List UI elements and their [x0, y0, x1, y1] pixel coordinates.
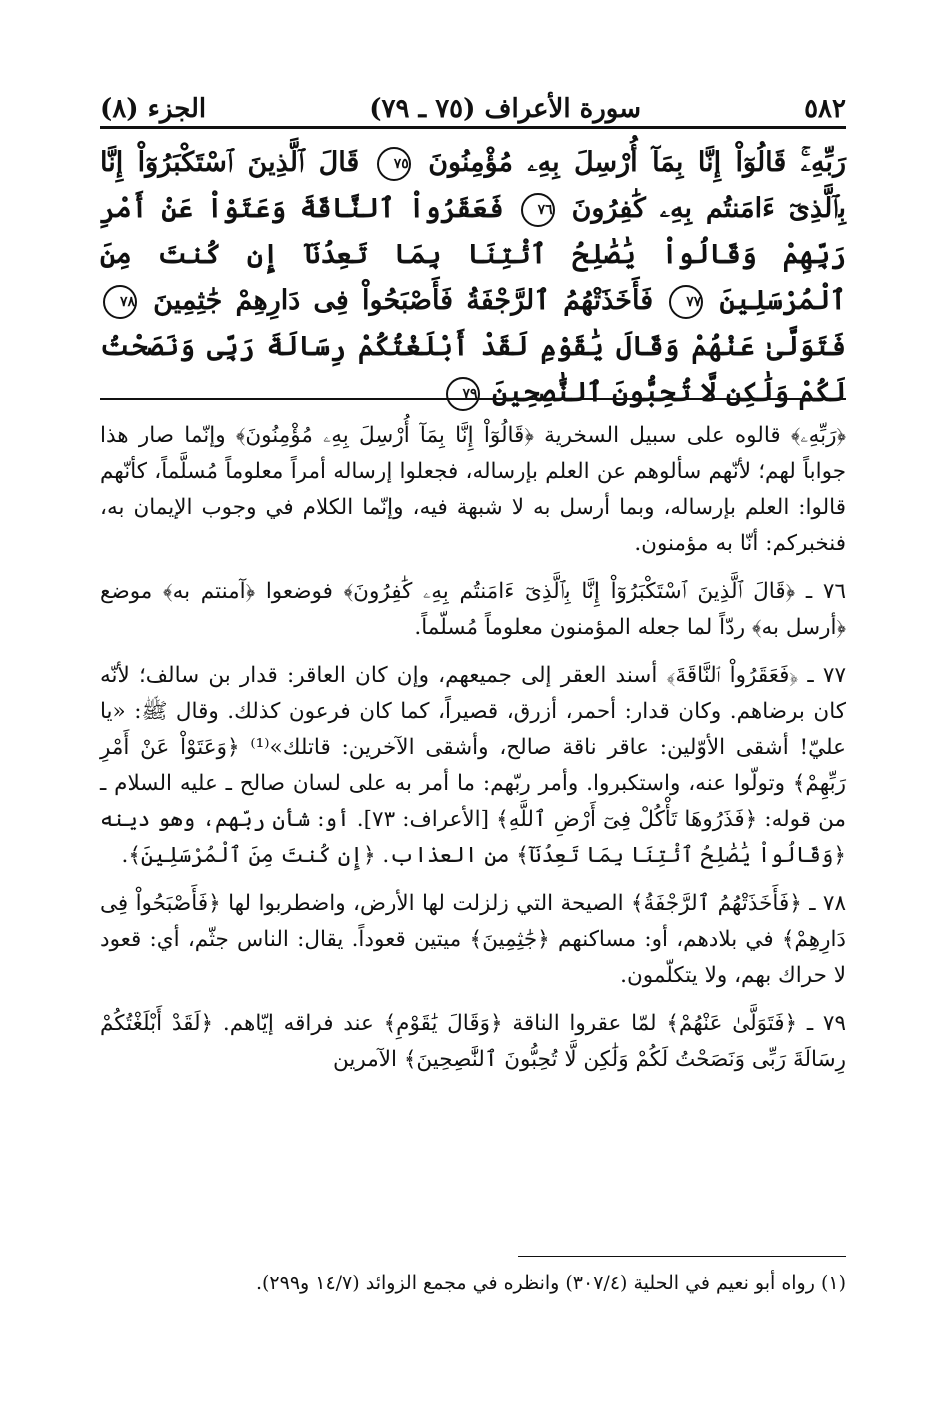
verse-number-79: ٧٩ — [446, 377, 480, 411]
footnote-rule — [518, 1256, 846, 1257]
commentary-paragraph: ﴿رَبِّهِۦ﴾ قالوه على سبيل السخرية ﴿قَالُوٓاْ إِنَّا بِمَآ أُرْسِلَ بِهِۦ مُؤْمِنُونَ﴾ وإنّما صار هذا جواباً لهم؛ لأنّهم سألوهم عن العلم بإرساله، فجعلوا إرساله أمراً معلوماً مُسلَّماً، كأنّهم قالوا: العلم بإرساله، وبما أرسل به لا شبهة فيه، وإنّما الكلام في وجوب الإيمان به، فنخبركم: أنّا به مؤمنون. — [100, 423, 846, 556]
commentary-paragraph: ٧٦ ـ ﴿قَالَ ٱلَّذِينَ ٱسْتَكْبَرُوٓاْ إِنَّا بِٱلَّذِىٓ ءَامَنتُم بِهِۦ كَٰفِرُونَ﴾ فوضعوا ﴿آمنتم به﴾ موضع ﴿أرسل به﴾ ردّاً لما جعله المؤمنون معلوماً مُسلّماً. — [100, 579, 846, 640]
quran-verses — [100, 140, 846, 416]
verse-number-76: ٧٦ — [521, 193, 555, 227]
commentary-paragraph: ٧٨ ـ ﴿فَأَخَذَتْهُمُ ٱلرَّجْفَةُ﴾ الصيحة التي زلزلت لها الأرض، واضطربوا لها ﴿فَأَصْبَحُواْ فِى دَارِهِمْ﴾ في بلادهم، أو: مساكنهم ﴿جَٰثِمِينَ﴾ ميتين قعوداً. يقال: الناس جثّم، أي: قعود لا حراك بهم، ولا يتكلّمون. — [100, 891, 846, 988]
commentary-paragraph: ٧٩ ـ ﴿فَتَوَلَّىٰ عَنْهُمْ﴾ لمّا عقروا الناقة ﴿وَقَالَ يَٰقَوْمِ﴾ عند فراقه إيّاهم. ﴿لَقَدْ أَبْلَغْتُكُمْ رِسَالَةَ رَبِّى وَنَصَحْتُ لَكُمْ وَلَٰكِن لَّا تُحِبُّونَ ٱلنَّٰصِحِينَ﴾ الآمرين — [100, 1011, 846, 1072]
verse-text: فَعَقَرُواْ ٱلنَّاقَةَ وَعَتَوْاْ عَنْ أَمْرِ رَبِّهِمْ وَقَالُواْ يَٰصَٰلِحُ ٱئْتِنَا بِمَا تَعِدُنَآ إِن كُنتَ مِنَ ٱلْمُرْسَلِينَ — [100, 193, 847, 316]
verse-text: رَبِّهِۦۚ قَالُوٓاْ إِنَّا بِمَآ أُرْسِلَ بِهِۦ مُؤْمِنُونَ — [428, 147, 847, 178]
surah-title: سورة الأعراف (٧٥ ـ ٧٩) — [369, 94, 642, 124]
verse-text: قَالَ ٱلَّذِينَ ٱسْتَكْبَرُوٓاْ إِنَّا بِٱلَّذِىٓ ءَامَنتُم بِهِۦ كَٰفِرُونَ — [100, 147, 846, 224]
verse-number-75: ٧٥ — [377, 147, 411, 181]
footnote: (١) رواه أبو نعيم في الحلية (٣٠٧/٤) وانظره في مجمع الزوائد (١٤/٧ و٢٩٩). — [255, 1272, 846, 1294]
page-number: ٥٨٢ — [804, 94, 846, 124]
header-rule — [100, 126, 846, 129]
verses-divider — [100, 398, 846, 400]
verse-number-77: ٧٧ — [669, 285, 703, 319]
tafsir-commentary — [100, 418, 846, 1078]
verse-text: فَتَوَلَّىٰ عَنْهُمْ وَقَالَ يَٰقَوْمِ لَقَدْ أَبْلَغْتُكُمْ رِسَالَةَ رَبِّى وَنَصَحْتُ لَكُمْ وَلَٰكِن لَّا تُحِبُّونَ ٱلنَّٰصِحِينَ — [100, 331, 846, 408]
verse-number-78: ٧٨ — [103, 285, 137, 319]
commentary-paragraph: ٧٧ ـ ﴿فَعَقَرُواْ ٱلنَّاقَةَ﴾ أسند العقر إلى جميعهم، وإن كان العاقر: قدار بن سالف؛ لأنّه كان برضاهم. وكان قدار: أحمر، أزرق، قصيراً، كما كان فرعون كذلك. وقال ﷺ: «يا عليّ! أشقى الأوّلين: عاقر ناقة صالح، وأشقى الآخرين: قاتلك»⁽¹⁾ ﴿وَعَتَوْاْ عَنْ أَمْرِ رَبِّهِمْ﴾ وتولّوا عنه، واستكبروا. وأمر ربّهم: ما أمر به على لسان صالح ـ عليه السلام ـ من قوله: ﴿فَذَرُوهَا تَأْكُلْ فِىٓ أَرْضِ ٱللَّهِ﴾ [الأعراف: ٧٣]. أو: شأن ربّهم، وهو دينه ﴿وَقَالُواْ يَٰصَٰلِحُ ٱئْتِنَا بِمَا تَعِدُنَآ﴾ من العذاب. ﴿إِن كُنتَ مِنَ ٱلْمُرْسَلِينَ﴾. — [100, 663, 846, 868]
verse-text: فَأَخَذَتْهُمُ ٱلرَّجْفَةُ فَأَصْبَحُواْ فِى دَارِهِمْ جَٰثِمِينَ — [153, 285, 654, 316]
page-header — [100, 80, 846, 124]
juz-label: الجزء (٨) — [100, 94, 207, 124]
